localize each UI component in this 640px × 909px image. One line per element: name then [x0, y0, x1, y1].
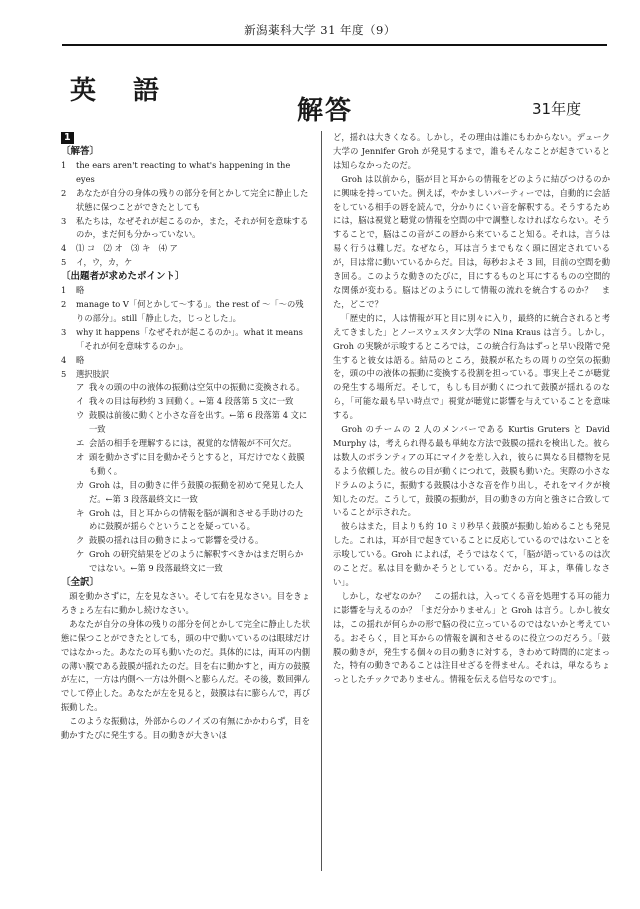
- choice-item: ウ 鼓膜は前後に動くと小さな音を出す。←第 6 段落第 4 文に一致: [76, 410, 308, 435]
- choice-item: カ Groh は，目の動きに伴う鼓膜の振動を初めて発見した人だ。←第 3 段落最終文に一致: [76, 479, 304, 504]
- point-item: 3 why it happens「なぜそれが起こるのか」。what it means「それが何を意味するのか」。: [61, 326, 303, 351]
- point-item: 4 略: [61, 354, 85, 365]
- point-item: 2 manage to V「何とかして〜する」。the rest of 〜「〜の残りの部分」。still「静止した，じっとした」。: [61, 298, 304, 323]
- points-heading: 〔出題者が求めたポイント〕: [61, 271, 185, 283]
- point-item: 1 略: [61, 285, 85, 296]
- choice-item: オ 頭を動かさずに目を動かそうとすると，耳だけでなく鼓膜も動く。: [76, 451, 305, 476]
- left-column: [61, 131, 310, 743]
- header-rule: [62, 44, 607, 46]
- choice-item: エ 会話の相手を理解するには，視覚的な情報が不可欠だ。: [76, 438, 297, 449]
- translation-paragraph: しかし，なぜなのか？ この揺れは，入ってくる音を処理する耳の能力に影響を与えるのか？「まだ分かりません」と Groh は言う。しかし彼女は，この揺れが何らかの形で脳の役に立っているのではないかと考えている。おそらく，目と耳からの情報を調和させるのに役立つのだろう。「鼓膜の動きが，発生する個々の目の動きに対する，きわめて時間的に定まった，特有の動きであることは注目せざるを得ません。それは，単なるちょっとしたチックでありません。情報を伝える信号なのです」。: [333, 590, 610, 685]
- translation-paragraph: あなたが自分の身体の残りの部分を何とかして完全に静止した状態に保つことができたとしても，頭の中で動いているのは眼球だけではなかった。あなたの耳も動いたのだ。具体的には，両耳の内側の薄い膜である鼓膜が揺れたのだ。目を右に動かすと，両方の鼓膜が左に，一方は内側へ一方は外側へと膨らんだ。その後，数回弾んでして停止した。あなたが左を見ると，鼓膜は右に膨らんで，再び振動した。: [61, 618, 310, 713]
- column-divider: [321, 131, 322, 871]
- translation-paragraph: Groh は以前から，脳が目と耳からの情報をどのように結びつけるのかに興味を持っていた。例えば，やかましいパーティーでは，自動的に会話をしている相手の唇を読んで，分かりにくい音を解釈する。そうするためには，脳は視覚と聴覚の情報を空間の中で調整しなければならない。そうすることで，脳はこの音がこの唇から来ていること知る。それは，言うは易く行うは難しだ。なぜなら，耳は言うまでもなく頭に固定されているが，目は常に動いているからだ。目は，毎秒およそ 3 回，目前の空間を動き回る。このような動きのたびに，目にするものと耳にするものの空間的な関係が変わる。脳はどのようにして情報の流れを統合するのか？ また，どこで？: [333, 173, 610, 309]
- right-column: [333, 131, 610, 687]
- choice-item: キ Groh は，目と耳からの情報を脳が調和させる手助けのために鼓膜が揺らぐということを疑っている。: [76, 507, 304, 532]
- answer-item: 3 私たちは，なぜそれが起こるのか，また，それが何を意味するのか，まだ何も分かっていない。: [61, 215, 309, 240]
- choices-list: [61, 381, 310, 576]
- answers-list: [61, 159, 310, 270]
- translation-paragraph: ど，揺れは大きくなる。しかし，その理由は誰にもわからない。デューク大学の Jennifer Groh が発見するまで，誰もそんなことが起きているとは知らなかったのだ。: [333, 132, 610, 170]
- translation-heading: 〔全訳〕: [61, 577, 100, 589]
- choice-item: ク 鼓膜の揺れは目の動きによって影響を受ける。: [76, 535, 264, 546]
- choice-item: ア 我々の頭の中の液体の振動は空気中の振動に変換される。: [76, 382, 305, 393]
- page-header: 新潟薬科大学 31 年度（9）: [244, 23, 396, 37]
- answer-item: 2 あなたが自分の身体の残りの部分を何とかして完全に静止した状態に保つことができたとしても: [61, 187, 309, 212]
- points-list: [61, 284, 310, 381]
- translation-left: [61, 590, 310, 743]
- point-item: 5 選択肢訳: [61, 368, 110, 379]
- translation-paragraph: このような振動は，外部からのノイズの有無にかかわらず，目を動かすたびに発生する。目の動きが大きいほ: [61, 716, 310, 741]
- choice-item: イ 我々の目は毎秒約 3 回動く。←第 4 段落第 5 文に一致: [76, 396, 294, 407]
- choice-item: ケ Groh の研究結果をどのように解釈すべきかはまだ明らかではない。←第 9 段落最終文に一致: [76, 549, 304, 574]
- subject-title: 英 語: [70, 76, 174, 106]
- answers-heading: 〔解答〕: [61, 146, 100, 157]
- translation-paragraph: 頭を動かさずに，左を見なさい。そして右を見なさい。目をきょろきょろ左右に動かし続けなさい。: [61, 591, 310, 615]
- year-label: 31年度: [532, 100, 582, 118]
- answer-item: 4 ⑴ コ ⑵ オ ⑶ キ ⑷ ア: [61, 243, 178, 254]
- answers-title: 解答: [297, 96, 354, 126]
- question-number: 1: [61, 132, 74, 144]
- translation-paragraph: Groh のチームの 2 人のメンバーである Kurtis Gruters と David Murphy は，考えられ得る最も単純な方法で鼓膜の揺れを検出した。彼らは数人のボランティアの耳にマイクを差し入れ，彼らに異なる目標物を見るよう依頼した。彼らの目が動くにつれて，鼓膜も動いた。実際の小さなドラムのように，振動する鼓膜は小さな音を作り出し，それをマイクが検知したのだ。こうして，鼓膜の振動が，目の動きの方向と強さに合致していることが示された。: [333, 424, 610, 518]
- translation-paragraph: 「歴史的に，人は情報が耳と目に別々に入り，最終的に統合されると考えてきました」とノースウェスタン大学の Nina Kraus は言う。しかし，Groh の実験が示唆するところでは，この統合行為はずっと早い段階で発生すると彼女は語る。結局のところ，鼓膜が私たちの周りの空気の振動を，頭の中の液体の振動に変換する役割を担っている。事実上そこが聴覚の発生する場所だ。そして，もしも目が動くにつれて鼓膜が揺れるのなら，「可能な最も早い時点で」視覚が聴覚に影響を与えていることを意味する。: [333, 312, 610, 421]
- answer-item: 1 the ears aren't reacting to what's happening in the eyes: [61, 159, 291, 184]
- translation-paragraph: 彼らはまた，目よりも約 10 ミリ秒早く鼓膜が振動し始めることも発見した。これは，耳が目で起きていることに反応しているのではないことを示唆している。Groh によれば，そうではなくて，「脳が語っているのは次のことだ。私は目を動かそうとしている。だから，耳よ，準備しなさい」。: [333, 521, 610, 587]
- answer-item: 5 イ，ウ，カ，ケ: [61, 257, 133, 268]
